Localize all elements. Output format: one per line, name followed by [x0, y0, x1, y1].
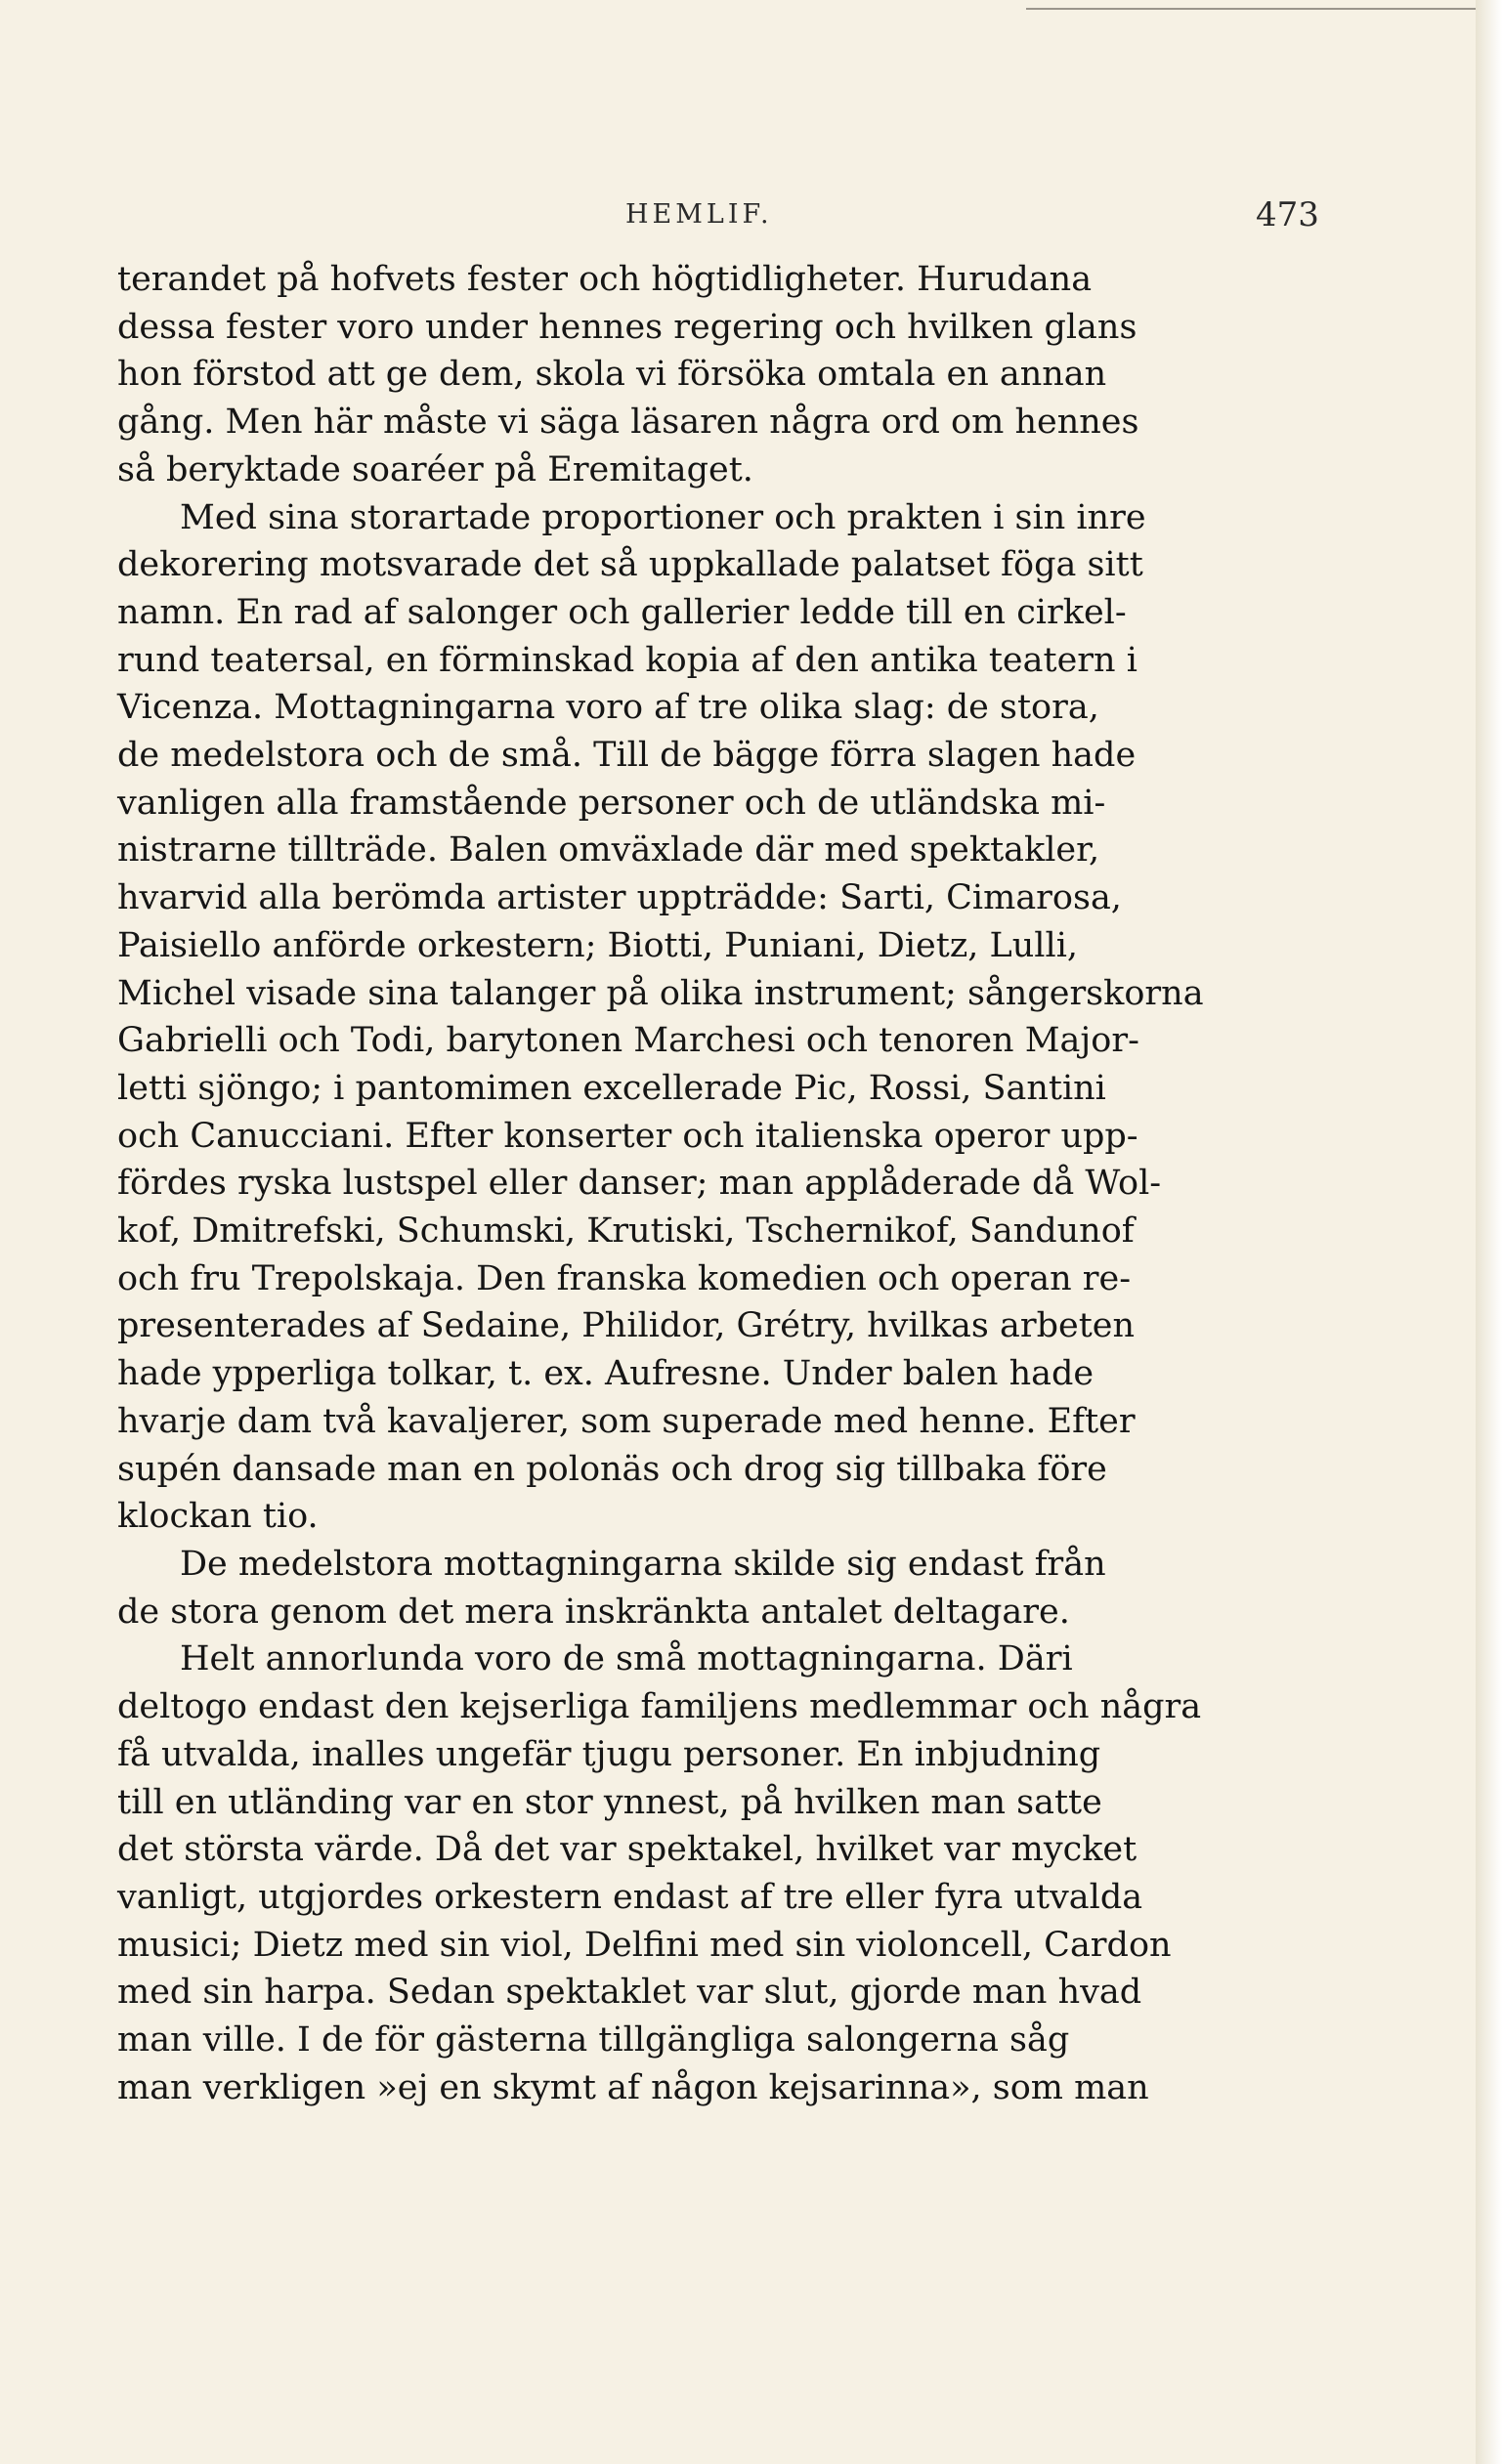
text-line: deltogo endast den kejserliga familjens medlemmar och några: [117, 1687, 1202, 1727]
top-edge-line: [1026, 8, 1485, 10]
text-line: till en utländing var en stor ynnest, på hvilken man satte: [117, 1782, 1102, 1822]
page-header: [117, 195, 1319, 238]
text-line: hade ypperliga tolkar, t. ex. Aufresne. Under balen hade: [117, 1354, 1094, 1394]
text-line: musici; Dietz med sin viol, Delfini med sin violoncell, Cardon: [117, 1925, 1172, 1965]
text-line: gång. Men här måste vi säga läsaren några ord om hennes: [117, 403, 1139, 443]
text-line: Vicenza. Mottagningarna voro af tre olika slag: de stora,: [117, 688, 1099, 728]
text-line: dekorering motsvarade det så uppkallade palatset föga sitt: [117, 545, 1143, 585]
text-line: hon förstod att ge dem, skola vi försöka omtala en annan: [117, 355, 1107, 395]
text-line: presenterades af Sedaine, Philidor, Grétry, hvilkas arbeten: [117, 1306, 1136, 1346]
text-line: man ville. I de för gästerna tillgängliga salongerna såg: [117, 2020, 1070, 2060]
text-line: rund teatersal, en förminskad kopia af den antika teatern i: [117, 640, 1137, 680]
text-line: fördes ryska lustspel eller danser; man applåderade då Wol-: [117, 1164, 1162, 1204]
text-line: de medelstora och de små. Till de bägge förra slagen hade: [117, 736, 1137, 776]
text-line: vanligen alla framstående personer och de utländska mi-: [117, 783, 1106, 823]
body-text: [117, 256, 1290, 2111]
text-line: kof, Dmitrefski, Schumski, Krutiski, Tschernikof, Sandunof: [117, 1211, 1135, 1252]
text-line: namn. En rad af salonger och gallerier ledde till en cirkel-: [117, 592, 1127, 632]
text-line: supén dansade man en polonäs och drog sig tillbaka före: [117, 1449, 1107, 1489]
text-line: nistrarne tillträde. Balen omväxlade där med spektakler,: [117, 830, 1100, 871]
text-line: vanligt, utgjordes orkestern endast af tre eller fyra utvalda: [117, 1877, 1143, 1917]
text-line: Paisiello anförde orkestern; Biotti, Puniani, Dietz, Lulli,: [117, 925, 1079, 965]
running-head: HEMLIF.: [625, 199, 773, 230]
page-edge: [1476, 0, 1502, 2464]
text-line: det största värde. Då det var spektakel, hvilket var mycket: [117, 1830, 1137, 1870]
text-line: få utvalda, inalles ungefär tjugu personer. En inbjudning: [117, 1734, 1101, 1774]
text-line: Michel visade sina talanger på olika instrument; sångerskorna: [117, 973, 1204, 1013]
text-line: klockan tio.: [117, 1497, 319, 1537]
text-line: så beryktade soaréer på Eremitaget.: [117, 449, 753, 489]
text-line: dessa fester voro under hennes regering och hvilken glans: [117, 307, 1137, 347]
text-line: terandet på hofvets fester och högtidligheter. Hurudana: [117, 260, 1093, 299]
text-line: hvarvid alla berömda artister uppträdde: Sarti, Cimarosa,: [117, 878, 1122, 918]
paragraph-start-line: Helt annorlunda voro de små mottagningarna. Däri: [180, 1639, 1073, 1679]
text-line: letti sjöngo; i pantomimen excellerade Pic, Rossi, Santini: [117, 1068, 1106, 1108]
text-line: hvarje dam två kavaljerer, som superade med henne. Efter: [117, 1401, 1136, 1441]
text-line: med sin harpa. Sedan spektaklet var slut, gjorde man hvad: [117, 1973, 1142, 2013]
text-line: och Canucciani. Efter konserter och italienska operor upp-: [117, 1116, 1138, 1156]
text-line: Gabrielli och Todi, barytonen Marchesi och tenoren Major-: [117, 1021, 1139, 1061]
text-line: man verkligen »ej en skymt af någon kejsarinna», som man: [117, 2067, 1149, 2107]
page-number: 473: [1256, 195, 1319, 234]
text-line: och fru Trepolskaja. Den franska komedien och operan re-: [117, 1258, 1132, 1298]
paragraph-start-line: Med sina storartade proportioner och prakten i sin inre: [180, 497, 1146, 537]
paragraph-start-line: De medelstora mottagningarna skilde sig endast från: [180, 1544, 1106, 1584]
text-line: de stora genom det mera inskränkta antalet deltagare.: [117, 1592, 1070, 1632]
